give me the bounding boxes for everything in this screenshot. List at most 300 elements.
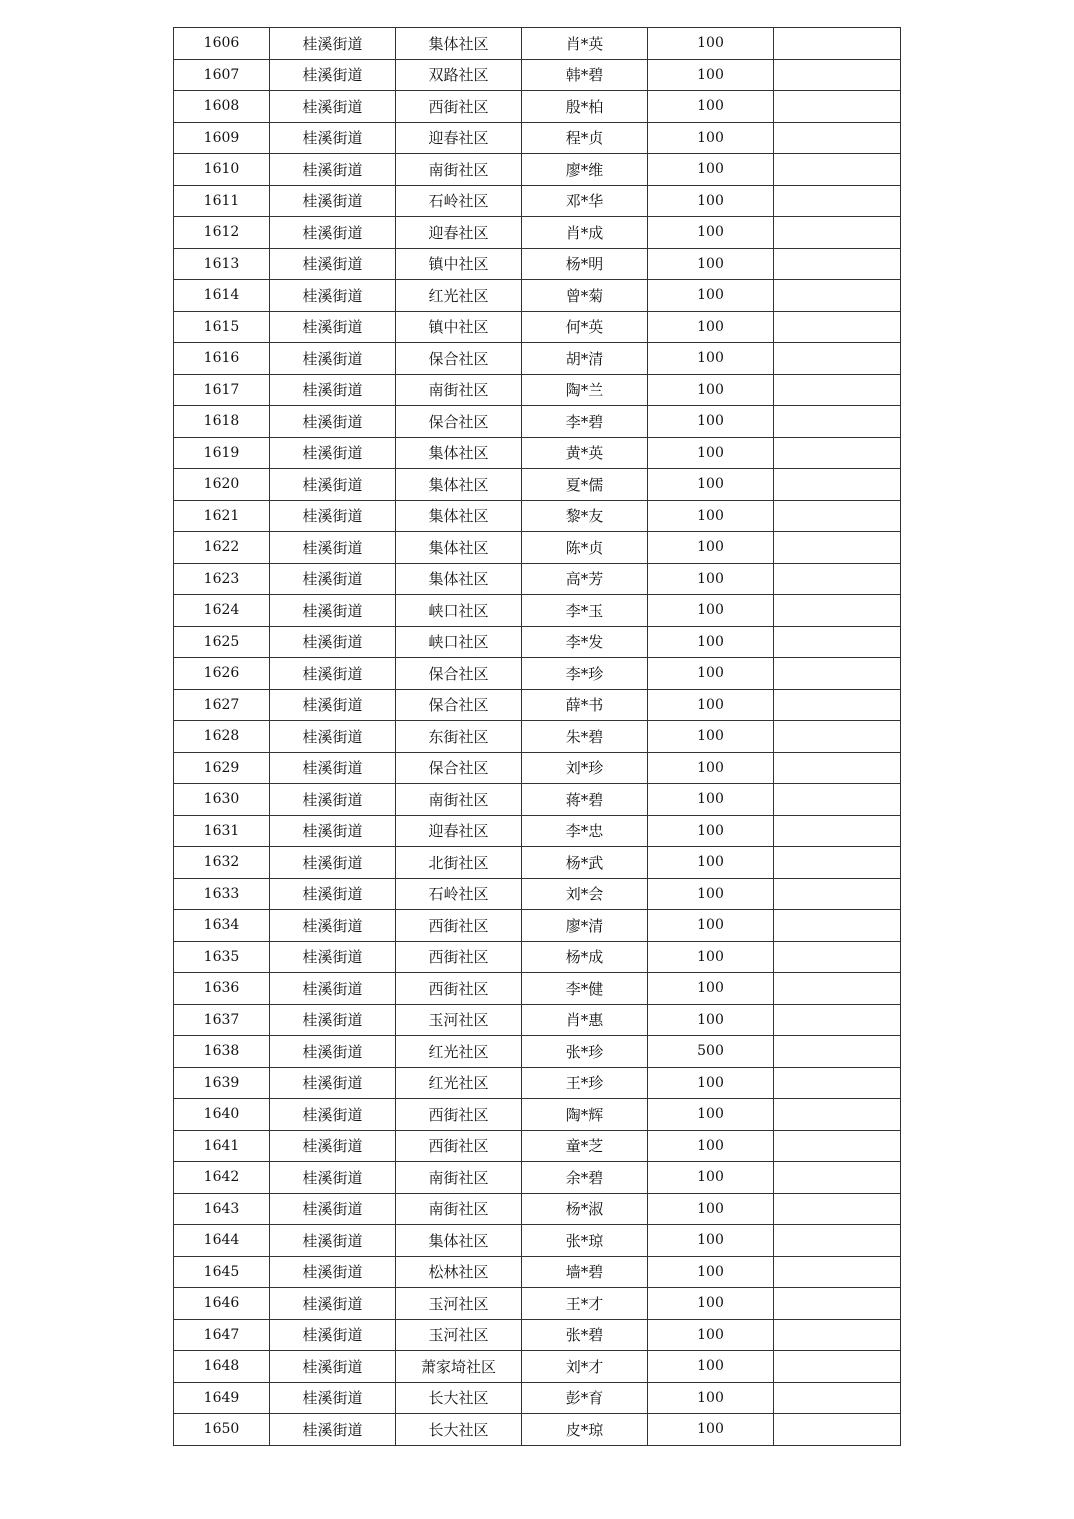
community-cell: 长大社区 [396,1382,522,1414]
name-cell: 杨*武 [522,847,648,879]
table-row [174,1382,901,1414]
note-cell [774,28,901,60]
row-number-cell: 1621 [174,500,270,532]
community-cell: 集体社区 [396,1225,522,1257]
amount-cell: 100 [648,595,774,627]
table-row [174,910,901,942]
note-cell [774,91,901,123]
street-cell: 桂溪街道 [270,721,396,753]
community-cell: 集体社区 [396,437,522,469]
row-number-cell: 1617 [174,374,270,406]
note-cell [774,1256,901,1288]
table-row [174,1256,901,1288]
street-cell: 桂溪街道 [270,752,396,784]
street-cell: 桂溪街道 [270,532,396,564]
community-cell: 玉河社区 [396,1004,522,1036]
row-number-cell: 1641 [174,1130,270,1162]
row-number-cell: 1649 [174,1382,270,1414]
amount-cell: 100 [648,973,774,1005]
street-cell: 桂溪街道 [270,374,396,406]
table-row [174,721,901,753]
name-cell: 王*才 [522,1288,648,1320]
note-cell [774,1067,901,1099]
note-cell [774,752,901,784]
street-cell: 桂溪街道 [270,1351,396,1383]
community-cell: 西街社区 [396,1130,522,1162]
note-cell [774,248,901,280]
table-row [174,1225,901,1257]
community-cell: 保合社区 [396,343,522,375]
table-row [174,1067,901,1099]
table-row [174,469,901,501]
street-cell: 桂溪街道 [270,1319,396,1351]
row-number-cell: 1623 [174,563,270,595]
amount-cell: 100 [648,469,774,501]
note-cell [774,910,901,942]
note-cell [774,406,901,438]
name-cell: 韩*碧 [522,59,648,91]
note-cell [774,437,901,469]
note-cell [774,1099,901,1131]
note-cell [774,1036,901,1068]
row-number-cell: 1631 [174,815,270,847]
amount-cell: 100 [648,815,774,847]
street-cell: 桂溪街道 [270,910,396,942]
name-cell: 肖*成 [522,217,648,249]
table-row [174,1319,901,1351]
street-cell: 桂溪街道 [270,595,396,627]
amount-cell: 100 [648,406,774,438]
amount-cell: 100 [648,1414,774,1446]
amount-cell: 100 [648,437,774,469]
community-cell: 峡口社区 [396,595,522,627]
amount-cell: 100 [648,343,774,375]
amount-cell: 100 [648,1067,774,1099]
table-row [174,311,901,343]
name-cell: 薛*书 [522,689,648,721]
table-row [174,122,901,154]
amount-cell: 100 [648,1382,774,1414]
community-cell: 北街社区 [396,847,522,879]
community-cell: 迎春社区 [396,815,522,847]
row-number-cell: 1613 [174,248,270,280]
table-row [174,847,901,879]
name-cell: 肖*惠 [522,1004,648,1036]
amount-cell: 100 [648,311,774,343]
note-cell [774,815,901,847]
street-cell: 桂溪街道 [270,59,396,91]
note-cell [774,217,901,249]
note-cell [774,595,901,627]
table-row [174,941,901,973]
community-cell: 西街社区 [396,1099,522,1131]
note-cell [774,1382,901,1414]
community-cell: 保合社区 [396,752,522,784]
row-number-cell: 1627 [174,689,270,721]
community-cell: 松林社区 [396,1256,522,1288]
name-cell: 邓*华 [522,185,648,217]
street-cell: 桂溪街道 [270,1256,396,1288]
note-cell [774,626,901,658]
note-cell [774,1193,901,1225]
community-cell: 西街社区 [396,91,522,123]
community-cell: 南街社区 [396,784,522,816]
street-cell: 桂溪街道 [270,1382,396,1414]
row-number-cell: 1630 [174,784,270,816]
row-number-cell: 1624 [174,595,270,627]
note-cell [774,1225,901,1257]
table-row [174,752,901,784]
street-cell: 桂溪街道 [270,469,396,501]
community-cell: 迎春社区 [396,122,522,154]
table-row [174,1288,901,1320]
name-cell: 陶*兰 [522,374,648,406]
row-number-cell: 1616 [174,343,270,375]
community-cell: 双路社区 [396,59,522,91]
name-cell: 曾*菊 [522,280,648,312]
name-cell: 皮*琼 [522,1414,648,1446]
note-cell [774,1004,901,1036]
note-cell [774,374,901,406]
row-number-cell: 1614 [174,280,270,312]
name-cell: 朱*碧 [522,721,648,753]
amount-cell: 100 [648,847,774,879]
community-cell: 迎春社区 [396,217,522,249]
amount-cell: 500 [648,1036,774,1068]
amount-cell: 100 [648,500,774,532]
table-row [174,626,901,658]
amount-cell: 100 [648,626,774,658]
street-cell: 桂溪街道 [270,28,396,60]
note-cell [774,1319,901,1351]
name-cell: 彭*育 [522,1382,648,1414]
amount-cell: 100 [648,59,774,91]
table-row [174,217,901,249]
amount-cell: 100 [648,563,774,595]
table-row [174,91,901,123]
street-cell: 桂溪街道 [270,1225,396,1257]
name-cell: 殷*柏 [522,91,648,123]
community-cell: 石岭社区 [396,185,522,217]
row-number-cell: 1611 [174,185,270,217]
community-cell: 南街社区 [396,1193,522,1225]
row-number-cell: 1632 [174,847,270,879]
amount-cell: 100 [648,154,774,186]
community-cell: 西街社区 [396,973,522,1005]
street-cell: 桂溪街道 [270,563,396,595]
name-cell: 蒋*碧 [522,784,648,816]
community-cell: 镇中社区 [396,248,522,280]
community-cell: 集体社区 [396,469,522,501]
community-cell: 东街社区 [396,721,522,753]
amount-cell: 100 [648,532,774,564]
table-row [174,532,901,564]
name-cell: 黄*英 [522,437,648,469]
name-cell: 陶*辉 [522,1099,648,1131]
street-cell: 桂溪街道 [270,91,396,123]
note-cell [774,280,901,312]
community-cell: 南街社区 [396,154,522,186]
row-number-cell: 1635 [174,941,270,973]
street-cell: 桂溪街道 [270,1162,396,1194]
amount-cell: 100 [648,122,774,154]
row-number-cell: 1620 [174,469,270,501]
name-cell: 刘*才 [522,1351,648,1383]
note-cell [774,1288,901,1320]
table-row [174,280,901,312]
name-cell: 童*芝 [522,1130,648,1162]
name-cell: 李*碧 [522,406,648,438]
amount-cell: 100 [648,878,774,910]
name-cell: 张*珍 [522,1036,648,1068]
name-cell: 何*英 [522,311,648,343]
street-cell: 桂溪街道 [270,815,396,847]
community-cell: 萧家埼社区 [396,1351,522,1383]
row-number-cell: 1608 [174,91,270,123]
community-cell: 西街社区 [396,910,522,942]
name-cell: 张*碧 [522,1319,648,1351]
name-cell: 杨*淑 [522,1193,648,1225]
roster-table [173,27,901,1446]
street-cell: 桂溪街道 [270,248,396,280]
note-cell [774,1351,901,1383]
community-cell: 保合社区 [396,658,522,690]
street-cell: 桂溪街道 [270,437,396,469]
row-number-cell: 1634 [174,910,270,942]
name-cell: 李*健 [522,973,648,1005]
community-cell: 峡口社区 [396,626,522,658]
row-number-cell: 1646 [174,1288,270,1320]
table-body [174,28,901,1446]
table-row [174,1193,901,1225]
amount-cell: 100 [648,658,774,690]
row-number-cell: 1612 [174,217,270,249]
amount-cell: 100 [648,1256,774,1288]
row-number-cell: 1645 [174,1256,270,1288]
name-cell: 廖*清 [522,910,648,942]
amount-cell: 100 [648,1193,774,1225]
amount-cell: 100 [648,280,774,312]
amount-cell: 100 [648,1225,774,1257]
name-cell: 胡*清 [522,343,648,375]
amount-cell: 100 [648,1099,774,1131]
community-cell: 南街社区 [396,374,522,406]
table-row [174,973,901,1005]
row-number-cell: 1625 [174,626,270,658]
street-cell: 桂溪街道 [270,1004,396,1036]
note-cell [774,59,901,91]
community-cell: 南街社区 [396,1162,522,1194]
note-cell [774,878,901,910]
name-cell: 肖*英 [522,28,648,60]
name-cell: 杨*明 [522,248,648,280]
row-number-cell: 1628 [174,721,270,753]
row-number-cell: 1637 [174,1004,270,1036]
note-cell [774,1130,901,1162]
name-cell: 夏*儒 [522,469,648,501]
amount-cell: 100 [648,248,774,280]
note-cell [774,1162,901,1194]
row-number-cell: 1618 [174,406,270,438]
street-cell: 桂溪街道 [270,1288,396,1320]
street-cell: 桂溪街道 [270,658,396,690]
document-page [173,27,900,1446]
community-cell: 石岭社区 [396,878,522,910]
row-number-cell: 1626 [174,658,270,690]
name-cell: 杨*成 [522,941,648,973]
community-cell: 长大社区 [396,1414,522,1446]
name-cell: 张*琼 [522,1225,648,1257]
community-cell: 集体社区 [396,532,522,564]
table-row [174,1036,901,1068]
note-cell [774,500,901,532]
amount-cell: 100 [648,1319,774,1351]
table-row [174,1351,901,1383]
table-row [174,437,901,469]
row-number-cell: 1622 [174,532,270,564]
street-cell: 桂溪街道 [270,878,396,910]
table-row [174,28,901,60]
street-cell: 桂溪街道 [270,1193,396,1225]
table-row [174,1130,901,1162]
table-row [174,658,901,690]
amount-cell: 100 [648,1162,774,1194]
amount-cell: 100 [648,752,774,784]
community-cell: 集体社区 [396,500,522,532]
amount-cell: 100 [648,1130,774,1162]
row-number-cell: 1629 [174,752,270,784]
name-cell: 黎*友 [522,500,648,532]
street-cell: 桂溪街道 [270,973,396,1005]
community-cell: 玉河社区 [396,1288,522,1320]
note-cell [774,658,901,690]
name-cell: 余*碧 [522,1162,648,1194]
amount-cell: 100 [648,1351,774,1383]
row-number-cell: 1643 [174,1193,270,1225]
street-cell: 桂溪街道 [270,280,396,312]
table-row [174,1004,901,1036]
table-row [174,185,901,217]
community-cell: 红光社区 [396,280,522,312]
amount-cell: 100 [648,910,774,942]
note-cell [774,721,901,753]
amount-cell: 100 [648,91,774,123]
row-number-cell: 1615 [174,311,270,343]
amount-cell: 100 [648,689,774,721]
table-row [174,595,901,627]
amount-cell: 100 [648,1288,774,1320]
note-cell [774,343,901,375]
name-cell: 程*贞 [522,122,648,154]
street-cell: 桂溪街道 [270,1414,396,1446]
row-number-cell: 1639 [174,1067,270,1099]
community-cell: 红光社区 [396,1067,522,1099]
row-number-cell: 1640 [174,1099,270,1131]
street-cell: 桂溪街道 [270,311,396,343]
street-cell: 桂溪街道 [270,406,396,438]
amount-cell: 100 [648,185,774,217]
row-number-cell: 1647 [174,1319,270,1351]
note-cell [774,1414,901,1446]
note-cell [774,941,901,973]
name-cell: 廖*维 [522,154,648,186]
amount-cell: 100 [648,374,774,406]
street-cell: 桂溪街道 [270,1067,396,1099]
street-cell: 桂溪街道 [270,154,396,186]
note-cell [774,847,901,879]
table-row [174,689,901,721]
note-cell [774,122,901,154]
name-cell: 墙*碧 [522,1256,648,1288]
note-cell [774,689,901,721]
street-cell: 桂溪街道 [270,500,396,532]
street-cell: 桂溪街道 [270,626,396,658]
name-cell: 李*珍 [522,658,648,690]
note-cell [774,532,901,564]
street-cell: 桂溪街道 [270,1099,396,1131]
community-cell: 保合社区 [396,406,522,438]
name-cell: 刘*会 [522,878,648,910]
table-row [174,1414,901,1446]
community-cell: 保合社区 [396,689,522,721]
note-cell [774,973,901,1005]
table-row [174,154,901,186]
row-number-cell: 1633 [174,878,270,910]
table-row [174,59,901,91]
row-number-cell: 1648 [174,1351,270,1383]
table-row [174,248,901,280]
street-cell: 桂溪街道 [270,1130,396,1162]
amount-cell: 100 [648,784,774,816]
note-cell [774,154,901,186]
street-cell: 桂溪街道 [270,941,396,973]
table-row [174,563,901,595]
table-row [174,878,901,910]
note-cell [774,311,901,343]
row-number-cell: 1606 [174,28,270,60]
community-cell: 西街社区 [396,941,522,973]
community-cell: 玉河社区 [396,1319,522,1351]
community-cell: 集体社区 [396,28,522,60]
table-row [174,784,901,816]
row-number-cell: 1644 [174,1225,270,1257]
table-row [174,343,901,375]
note-cell [774,469,901,501]
name-cell: 王*珍 [522,1067,648,1099]
table-row [174,1162,901,1194]
community-cell: 镇中社区 [396,311,522,343]
name-cell: 李*玉 [522,595,648,627]
amount-cell: 100 [648,217,774,249]
table-row [174,500,901,532]
name-cell: 陈*贞 [522,532,648,564]
street-cell: 桂溪街道 [270,343,396,375]
name-cell: 李*发 [522,626,648,658]
amount-cell: 100 [648,941,774,973]
row-number-cell: 1607 [174,59,270,91]
street-cell: 桂溪街道 [270,217,396,249]
street-cell: 桂溪街道 [270,847,396,879]
amount-cell: 100 [648,28,774,60]
row-number-cell: 1619 [174,437,270,469]
name-cell: 李*忠 [522,815,648,847]
row-number-cell: 1642 [174,1162,270,1194]
community-cell: 集体社区 [396,563,522,595]
street-cell: 桂溪街道 [270,185,396,217]
row-number-cell: 1636 [174,973,270,1005]
note-cell [774,563,901,595]
table-row [174,815,901,847]
